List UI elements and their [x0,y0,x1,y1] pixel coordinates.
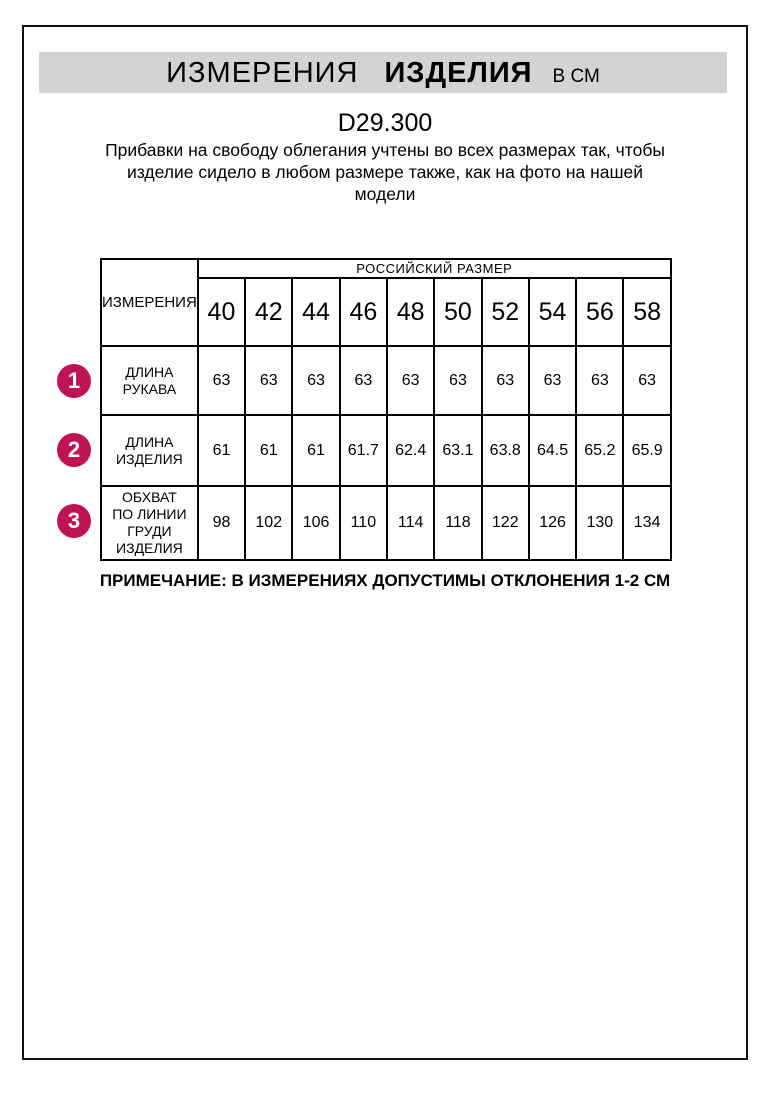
table-cell: 134 [623,486,670,560]
table-cell: 110 [340,486,387,560]
table-row-chest-girth [101,486,671,560]
size-header-cell: 40 [198,278,245,346]
measurements-table [100,258,672,561]
table-cell: 63 [623,346,670,415]
size-header-cell: 50 [434,278,481,346]
row-number-badge-1: 1 [57,364,91,398]
table-cell: 114 [387,486,434,560]
group-header-cell: РОССИЙСКИЙ РАЗМЕР [198,259,671,278]
table-cell: 106 [292,486,339,560]
table-cell: 63 [387,346,434,415]
table-row-sleeve-length [101,346,671,415]
row-number-badge-2: 2 [57,433,91,467]
size-header-cell: 44 [292,278,339,346]
table-cell: 61 [198,415,245,486]
size-header-cell: 52 [482,278,529,346]
table-cell: 63 [529,346,576,415]
table-cell: 63 [245,346,292,415]
table-cell: 63 [198,346,245,415]
size-header-cell: 56 [576,278,623,346]
table-row-item-length [101,415,671,486]
table-cell: 130 [576,486,623,560]
table-cell: 63 [576,346,623,415]
size-header-cell: 46 [340,278,387,346]
table-cell: 61 [292,415,339,486]
description-text [22,139,748,205]
size-header-cell: 42 [245,278,292,346]
row-label: ОБХВАТ ПО ЛИНИИ ГРУДИ ИЗДЕЛИЯ [101,486,198,560]
table-cell: 61 [245,415,292,486]
size-header-cell: 58 [623,278,670,346]
table-cell: 102 [245,486,292,560]
note-text: ПРИМЕЧАНИЕ: В ИЗМЕРЕНИЯХ ДОПУСТИМЫ ОТКЛОНЕНИЯ 1-2 СМ [99,571,671,590]
table-cell: 61.7 [340,415,387,486]
row-label: ДЛИНА ИЗДЕЛИЯ [101,415,198,486]
page-title-secondary: ИЗДЕЛИЯ [384,57,533,89]
table-cell: 122 [482,486,529,560]
table-cell: 98 [198,486,245,560]
size-header-cell: 54 [529,278,576,346]
page-title: ИЗМЕРЕНИЯ [166,57,359,89]
table-cell: 126 [529,486,576,560]
table-cell: 65.2 [576,415,623,486]
table-cell: 63 [292,346,339,415]
table-cell: 65.9 [623,415,670,486]
model-code: D29.300 [337,109,433,137]
page-title-unit: В СМ [552,66,600,87]
table-group-header-row [101,259,671,278]
table-cell: 64.5 [529,415,576,486]
table-cell: 118 [434,486,481,560]
description-line: модели [354,184,416,204]
table-cell: 63 [434,346,481,415]
title-bar [39,52,727,93]
size-header-cell: 48 [387,278,434,346]
table-cell: 62.4 [387,415,434,486]
row-label: ДЛИНА РУКАВА [101,346,198,415]
description-line: Прибавки на свободу облегания учтены во всех размерах так, чтобы [105,140,665,160]
corner-header-cell: ИЗМЕРЕНИЯ [101,259,198,346]
table-cell: 63 [482,346,529,415]
table-cell: 63 [340,346,387,415]
description-line: изделие сидело в любом размере также, как на фото на нашей [126,162,644,182]
table-cell: 63.8 [482,415,529,486]
row-number-badge-3: 3 [57,504,91,538]
table-cell: 63.1 [434,415,481,486]
